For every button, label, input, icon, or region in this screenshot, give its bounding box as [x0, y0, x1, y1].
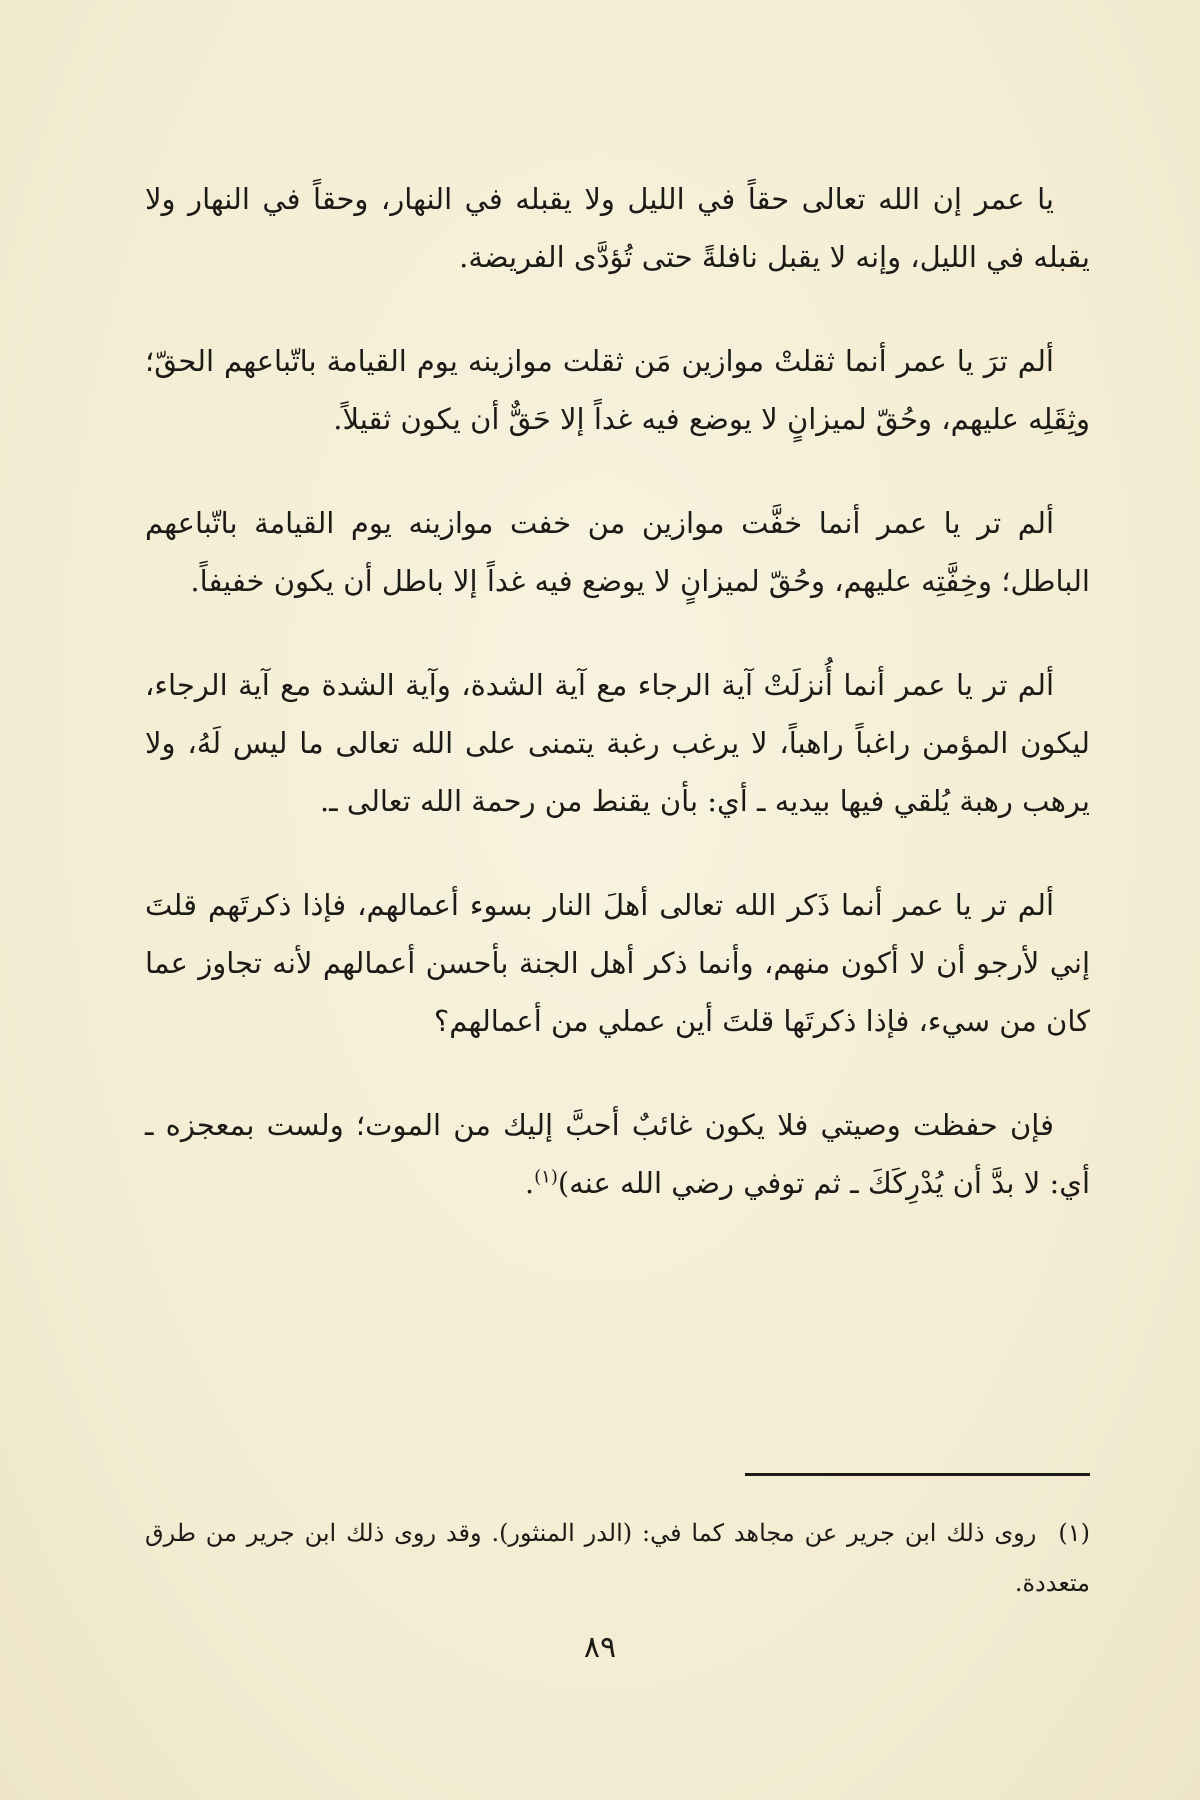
footnote-divider [745, 1473, 1090, 1476]
paragraph-2: ألم ترَ يا عمر أنما ثقلتْ موازين مَن ثقلت موازينه يوم القيامة باتّباعهم الحقّ؛ وثِقَلِه عليهم، وحُقّ لميزانٍ لا يوضع فيه غداً إلا حَقٌّ أن يكون ثقيلاً. [145, 344, 1090, 436]
footnote-text: روى ذلك ابن جرير عن مجاهد كما في: (الدر المنثور). وقد روى ذلك ابن جرير من طرق متعددة. [145, 1519, 1090, 1597]
paragraph-1: يا عمر إن الله تعالى حقاً في الليل ولا يقبله في النهار، وحقاً في النهار ولا يقبله في الليل، وإنه لا يقبل نافلةً حتى تُؤدَّى الفريضة. [145, 182, 1090, 274]
footnote [145, 1508, 1090, 1608]
paragraph-5: ألم تر يا عمر أنما ذَكر الله تعالى أهلَ النار بسوء أعمالهم، فإذا ذكرتَهم قلتَ إني لأرجو أن لا أكون منهم، وأنما ذكر أهل الجنة بأحسن أعمالهم لأنه تجاوز عما كان من سيء، فإذا ذكرتَها قلتَ أين عملي من أعمالهم؟ [145, 888, 1090, 1038]
paragraph-3: ألم تر يا عمر أنما خفَّت موازين من خفت موازينه يوم القيامة باتّباعهم الباطل؛ وخِفَّتِه عليهم، وحُقّ لميزانٍ لا يوضع فيه غداً إلا باطل أن يكون خفيفاً. [145, 506, 1090, 598]
page-number: ٨٩ [583, 1630, 617, 1665]
paragraph-6-text: فإن حفظت وصيتي فلا يكون غائبٌ أحبَّ إليك من الموت؛ ولست بمعجزه ـ أي: لا بدَّ أن يُدْرِكَكَ ـ ثم توفي رضي الله عنه) [145, 1108, 1090, 1200]
footnote-number: (١) [1058, 1519, 1090, 1547]
footnote-reference: (١) [534, 1166, 558, 1188]
main-text [145, 170, 1090, 1212]
paragraph-6-end: . [524, 1166, 535, 1200]
paragraph-6 [145, 1096, 1090, 1212]
paragraph-4: ألم تر يا عمر أنما أُنزلَتْ آية الرجاء مع آية الشدة، وآية الشدة مع آية الرجاء، ليكون المؤمن راغباً راهباً، لا يرغب رغبة يتمنى على الله تعالى ما ليس لَهُ، ولا يرهب رهبة يُلقي فيها بيديه ـ أي: بأن يقنط من رحمة الله تعالى ـ. [145, 668, 1090, 818]
